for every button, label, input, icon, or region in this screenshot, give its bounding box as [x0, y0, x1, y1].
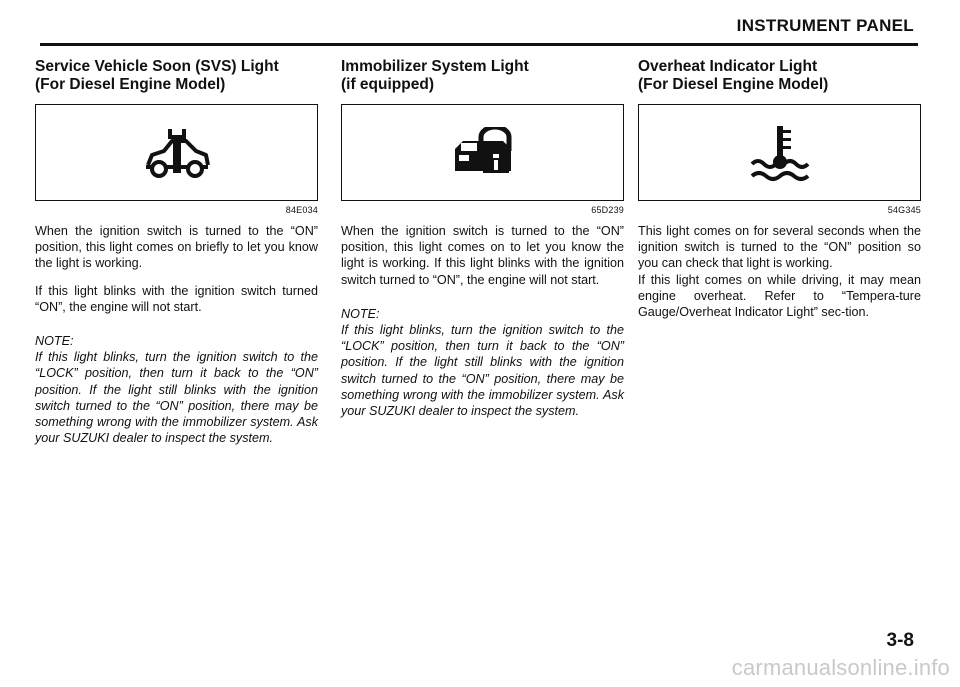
note-text: If this light blinks, turn the ignition switch to the “LOCK” position, then turn it back to the “ON” position. If the light still blinks with the ignition switch turned to the “ON” position, there may be something wrong with the immobilizer system. Ask your SUZUKI dealer to inspect the system. — [341, 323, 624, 419]
figure-code: 65D239 — [591, 205, 624, 215]
figure-code: 84E034 — [285, 205, 318, 215]
watermark: carmanualsonline.info — [731, 655, 950, 680]
body-paragraph: When the ignition switch is turned to the “ON” position, this light comes on to let you know the light is working. If this light blinks with the ignition switch turned to “ON”, the engine will not start. — [341, 224, 624, 287]
section-title-line1: Service Vehicle Soon (SVS) Light — [35, 58, 279, 75]
section-title-line2: (For Diesel Engine Model) — [638, 76, 829, 93]
section-overheat-light — [638, 58, 921, 331]
figure-code: 54G345 — [887, 205, 921, 215]
header-rule — [40, 43, 918, 46]
figure-box — [341, 104, 624, 201]
section-title — [35, 58, 318, 94]
body-paragraph: This light comes on for several seconds when the ignition switch is turned to the “ON” position so you can check that light is working. — [638, 224, 921, 271]
section-title — [341, 58, 624, 94]
figure-box — [638, 104, 921, 201]
body-paragraph: When the ignition switch is turned to the “ON” position, this light comes on briefly to let you know the light is working. — [35, 224, 318, 271]
page-header-title: INSTRUMENT PANEL — [736, 16, 914, 35]
note-label: NOTE: — [341, 306, 380, 321]
section-title-line2: (if equipped) — [341, 76, 434, 93]
note-label: NOTE: — [35, 334, 74, 349]
section-immobilizer-light — [341, 58, 624, 419]
coolant-temperature-icon — [748, 122, 812, 184]
section-title — [638, 58, 921, 94]
note-text: If this light blinks, turn the ignition switch to the “LOCK” position, then turn it back to the “ON” position. If the light still blinks with the ignition switch turned to the “ON” position, there may be something wrong with the immobilizer system. Ask your SUZUKI dealer to inspect the system. — [35, 350, 318, 446]
section-title-line1: Immobilizer System Light — [341, 58, 529, 75]
figure-box — [35, 104, 318, 201]
section-title-line1: Overheat Indicator Light — [638, 58, 818, 75]
immobilizer-car-key-icon — [451, 127, 515, 179]
body-paragraph: If this light comes on while driving, it may mean engine overheat. Refer to “Tempera-ture Gauge/Overheat Indicator Light” sec-tion. — [638, 272, 921, 320]
body-paragraph: If this light blinks with the ignition switch turned “ON”, the engine will not start. — [35, 283, 318, 314]
section-svs-light — [35, 58, 318, 446]
section-title-line2: (For Diesel Engine Model) — [35, 76, 226, 93]
page-number: 3-8 — [886, 630, 914, 651]
svs-wrench-car-icon — [142, 125, 212, 181]
